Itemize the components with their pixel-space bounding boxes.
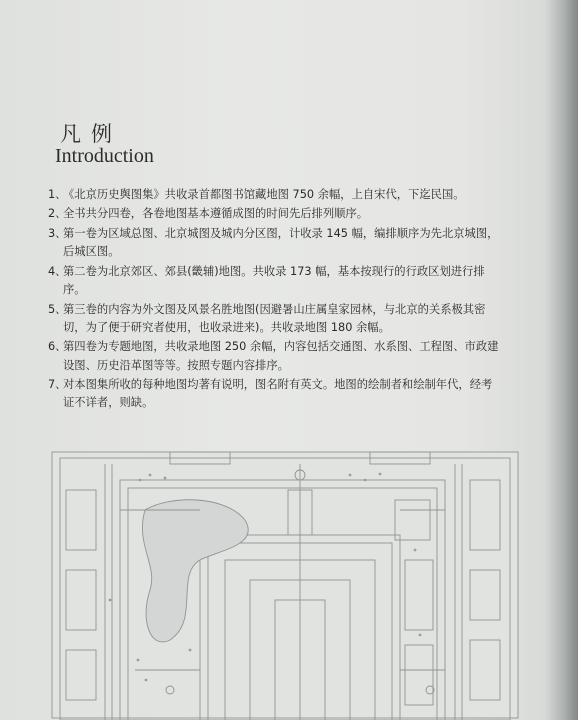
item-text: 《北京历史舆图集》共收录首都图书馆藏地图 750 余幅，上自宋代，下迄民国。 <box>63 188 465 201</box>
list-item <box>48 338 503 375</box>
item-text: 全书共分四卷，各卷地图基本遵循成图的时间先后排列顺序。 <box>63 207 369 221</box>
heading-english: Introduction <box>55 145 154 167</box>
item-text: 对本图集所收的每种地图均著有说明，图名附有英文。地图的绘制者和绘制年代，经考证不详者，则缺。 <box>63 378 493 410</box>
list-item <box>48 301 503 338</box>
list-item <box>48 376 503 413</box>
item-number: 3、 <box>48 226 67 240</box>
heading-chinese: 凡例 <box>60 122 122 146</box>
historical-map-illustration <box>50 450 522 720</box>
item-text: 第二卷为北京郊区、郊县(畿辅)地图。共收录 173 幅，基本按现行的行政区划进行排序。 <box>63 264 485 297</box>
item-number: 4、 <box>48 264 67 278</box>
item-number: 1、 <box>48 188 67 201</box>
item-number: 5、 <box>48 302 67 316</box>
list-item <box>48 263 503 300</box>
list-item <box>48 225 503 262</box>
list-item <box>48 205 503 223</box>
item-number: 7、 <box>48 378 67 392</box>
item-text: 第一卷为区域总图、北京城图及城内分区图，计收录 145 幅，编排顺序为先北京城图，后城区图。 <box>63 226 499 259</box>
item-number: 6、 <box>48 340 67 354</box>
item-number: 2、 <box>48 207 67 221</box>
list-item <box>48 186 503 204</box>
introduction-list <box>48 186 503 414</box>
item-text: 第三卷的内容为外文图及风景名胜地图(因避暑山庄属皇家园林，与北京的关系极其密切，为了便于研究者使用，也收录进来)。共收录地图 180 余幅。 <box>63 302 486 334</box>
book-gutter-shadow <box>544 0 578 720</box>
item-text: 第四卷为专题地图，共收录地图 250 余幅，内容包括交通图、水系图、工程图、市政建设图、历史沿革图等等。按照专题内容排序。 <box>63 340 499 372</box>
